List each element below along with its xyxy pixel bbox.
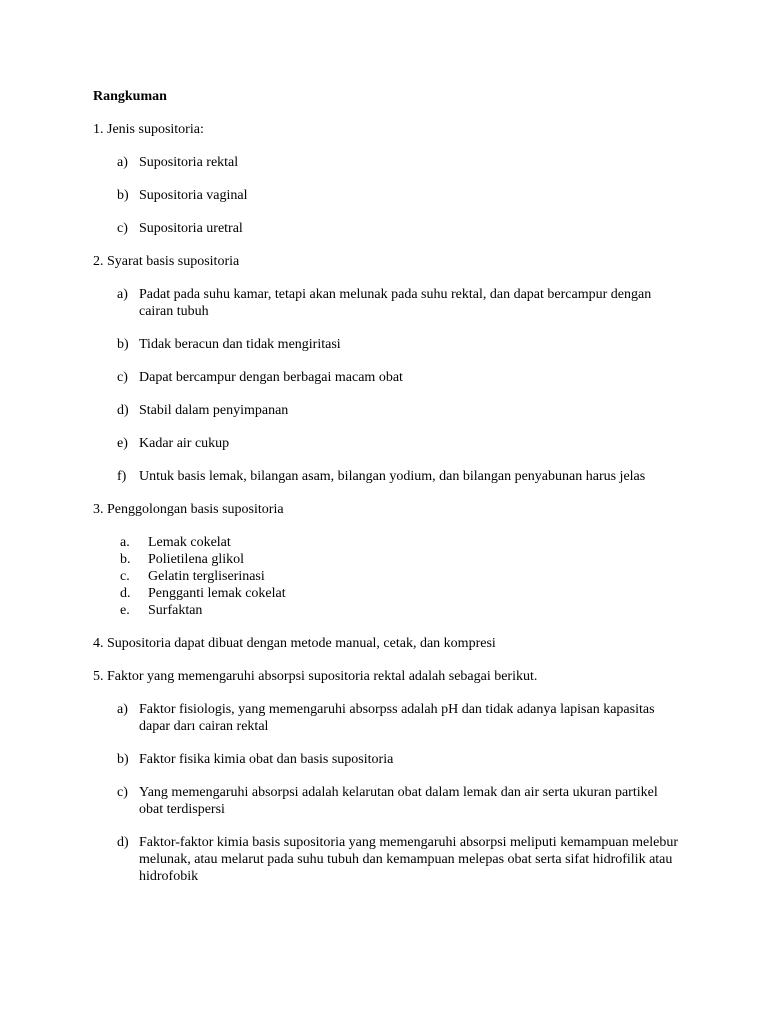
list-item-label: c. <box>120 569 130 584</box>
document-title: Rangkuman <box>93 89 167 104</box>
list-item-text: Yang memengaruhi absorpsi adalah kelarutan obat dalam lemak dan air serta ukuran partikel obat terdispersi <box>139 785 658 817</box>
section-2-heading: 2. Syarat basis supositoria <box>93 254 240 269</box>
list-item-label: d) <box>117 835 129 850</box>
list-item-text: Kadar air cukup <box>139 436 230 451</box>
list-item-text: Surfaktan <box>148 603 203 618</box>
list-item-text: Faktor fisika kimia obat dan basis supositoria <box>139 752 394 767</box>
list-item <box>93 834 683 885</box>
list-item-label: b) <box>117 188 129 203</box>
list-item-text: Supositoria uretral <box>139 221 243 236</box>
list-item-text: Faktor fisiologis, yang memengaruhi absorpss adalah pH dan tidak adanya lapisan kapasitas dapar darı cairan rektal <box>139 702 655 734</box>
section-3-heading: 3. Penggolongan basis supositoria <box>93 502 284 517</box>
list-item <box>93 286 683 320</box>
list-item-text: Supositoria vaginal <box>139 188 248 203</box>
list-item-label: d. <box>120 586 131 601</box>
list-item-text: Gelatin tergliserinasi <box>148 569 265 584</box>
list-item-label: c) <box>117 221 128 236</box>
list-item <box>93 568 683 585</box>
list-item <box>93 402 683 419</box>
list-item-label: a) <box>117 287 128 302</box>
list-item <box>93 336 683 353</box>
list-item-label: a) <box>117 155 128 170</box>
list-item-label: e. <box>120 603 130 618</box>
list-item <box>93 585 683 602</box>
list-item-text: Supositoria rektal <box>139 155 239 170</box>
list-item-text: Padat pada suhu kamar, tetapi akan melunak pada suhu rektal, dan dapat bercampur dengan cairan tubuh <box>139 287 652 319</box>
list-item-label: a. <box>120 535 130 550</box>
list-item-label: b. <box>120 552 131 567</box>
list-item-text: Polietilena glikol <box>148 552 245 567</box>
list-item <box>93 435 683 452</box>
list-item-label: a) <box>117 702 128 717</box>
list-item-text: Lemak cokelat <box>148 535 231 550</box>
list-item-label: b) <box>117 752 129 767</box>
section-1-heading: 1. Jenis supositoria: <box>93 122 204 137</box>
list-item <box>93 602 683 619</box>
list-item-text: Faktor-faktor kimia basis supositoria yang memengaruhi absorpsi meliputi kemampuan melebur melunak, atau melarut pada suhu tubuh dan kemampuan melepas obat serta sifat hidrofilik atau hidrofobik <box>139 835 678 884</box>
list-item-label: c) <box>117 370 128 385</box>
list-item-text: Untuk basis lemak, bilangan asam, bilangan yodium, dan bilangan penyabunan harus jelas <box>139 469 646 484</box>
list-item-label: e) <box>117 436 128 451</box>
list-item <box>93 369 683 386</box>
list-item-text: Tidak beracun dan tidak mengiritasi <box>139 337 341 352</box>
list-item <box>93 220 683 237</box>
section-4-heading: 4. Supositoria dapat dibuat dengan metode manual, cetak, dan kompresi <box>93 636 496 651</box>
list-item <box>93 784 683 818</box>
list-item <box>93 154 683 171</box>
list-item <box>93 187 683 204</box>
list-item <box>93 468 683 485</box>
list-item-text: Pengganti lemak cokelat <box>148 586 286 601</box>
list-item-label: d) <box>117 403 129 418</box>
list-item-label: c) <box>117 785 128 800</box>
list-item <box>93 701 683 735</box>
list-item-label: f) <box>117 469 127 484</box>
list-item-text: Stabil dalam penyimpanan <box>139 403 289 418</box>
document-page <box>93 88 683 901</box>
list-item <box>93 534 683 551</box>
section-5-heading: 5. Faktor yang memengaruhi absorpsi supositoria rektal adalah sebagai berikut. <box>93 669 538 684</box>
list-item-label: b) <box>117 337 129 352</box>
list-item <box>93 751 683 768</box>
list-item <box>93 551 683 568</box>
penggolongan-list <box>93 534 683 619</box>
list-item-text: Dapat bercampur dengan berbagai macam obat <box>139 370 403 385</box>
